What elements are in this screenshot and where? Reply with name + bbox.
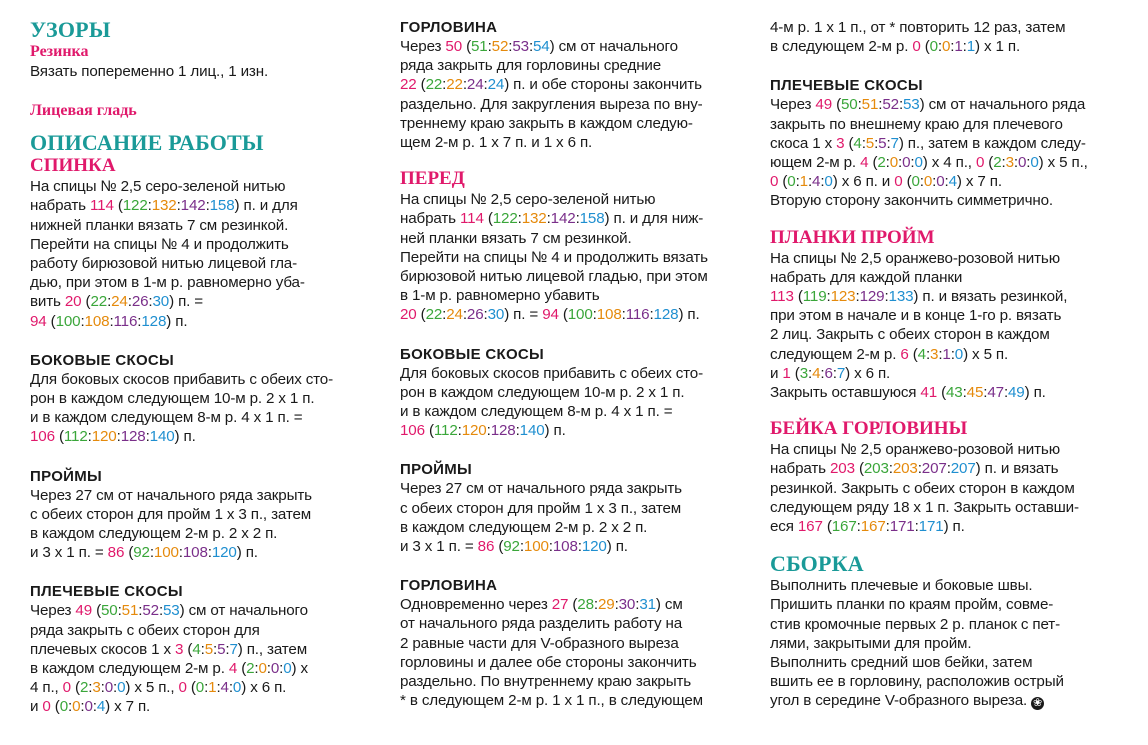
size-value: 52	[491, 38, 509, 55]
size-value: 53	[163, 602, 180, 620]
size-value: 1	[782, 364, 791, 382]
size-value: 1	[942, 345, 951, 363]
text-line: 0 (0:1:4:0) х 6 п. и 0 (0:0:0:4) х 7 п.	[770, 173, 1002, 191]
text-line: в каждом следующем 2-м р. 4 (2:0:0:0) х	[30, 660, 308, 678]
armholes-front-text	[400, 479, 752, 556]
text-line: в каждом следующем 2-м р. 2 х 2 п.	[400, 518, 648, 536]
text-line: вшить ее в горловину, расположив острый	[770, 673, 1064, 691]
size-value: 3	[1005, 154, 1014, 172]
text-line: и в каждом следующем 8-м р. 4 х 1 п. =	[400, 403, 673, 421]
end-mark-icon: ❀	[1033, 697, 1043, 710]
text-line: 113 (119:123:129:133) п. и вязать резинкой,	[770, 288, 1068, 306]
size-value: 100	[567, 306, 593, 324]
text-line: и 0 (0:0:0:4) х 7 п.	[30, 698, 151, 716]
size-value: 114	[89, 197, 114, 215]
text-line: угол в середине V-образного выреза. ❀	[770, 692, 1043, 710]
size-value: 24	[446, 306, 463, 324]
text-line: Для боковых скосов прибавить с обеих сто-	[400, 364, 704, 382]
size-value: 122	[122, 197, 148, 215]
size-value: 4	[228, 660, 238, 678]
text-line: ющем 2-м р. 4 (2:0:0:0) х 4 п., 0 (2:3:0:0) х 5 п.,	[770, 154, 1088, 172]
size-value: 2	[877, 154, 886, 172]
text-line: щем 2-м р. 1 х 7 п. и 1 х 6 п.	[400, 134, 593, 152]
neckband-text	[770, 440, 1130, 536]
size-value: 54	[533, 38, 550, 55]
size-value: 108	[84, 312, 110, 330]
size-value: 167	[831, 518, 857, 536]
size-value: 112	[63, 428, 88, 446]
size-value: 128	[120, 428, 146, 446]
size-value: 0	[1017, 154, 1027, 172]
size-value: 120	[211, 544, 237, 562]
size-value: 0	[283, 660, 292, 678]
text-line: 4 п., 0 (2:3:0:0) х 5 п., 0 (0:1:4:0) х 6 п.	[30, 679, 287, 697]
size-value: 122	[492, 210, 518, 228]
size-value: 5	[878, 134, 887, 152]
text-line: в каждом следующем 2-м р. 2 х 2 п.	[30, 525, 278, 543]
size-value: 22	[90, 293, 108, 311]
text-line: Пришить планки по краям пройм, совме-	[770, 596, 1054, 614]
text-line: и в каждом следующем 8-м р. 4 х 1 п. =	[30, 409, 303, 427]
size-value: 47	[987, 384, 1004, 402]
text-line: 20 (22:24:26:30) п. = 94 (100:108:116:128) п.	[400, 306, 700, 324]
heading-side-shaping: БОКОВЫЕ СКОСЫ	[30, 351, 175, 369]
size-value: 41	[920, 384, 938, 402]
size-value: 86	[107, 544, 125, 562]
size-value: 100	[55, 312, 81, 330]
text-line: в 1-м р. равномерно убавить	[400, 287, 600, 305]
size-value: 128	[490, 422, 516, 440]
size-value: 0	[929, 38, 938, 56]
size-value: 0	[942, 38, 951, 56]
text-line: рон в каждом следующем 10-м р. 2 х 1 п.	[30, 390, 315, 408]
text-line: плечевых скосов 1 х 3 (4:5:5:7) п., затем	[30, 640, 308, 658]
size-value: 4	[948, 173, 957, 191]
size-value: 0	[117, 679, 126, 697]
size-value: 113	[770, 288, 794, 306]
text-line: бирюзовой нитью лицевой гладью, при этом	[400, 268, 708, 286]
text-line: и 1 (3:4:6:7) х 6 п.	[770, 364, 891, 382]
size-value: 3	[175, 640, 184, 658]
size-value: 132	[151, 197, 177, 215]
size-value: 4	[220, 679, 229, 697]
heading-side-shaping-front: БОКОВЫЕ СКОСЫ	[400, 345, 545, 363]
text-line: Через 27 см от начального ряда закрыть	[30, 486, 312, 504]
text-line: и 3 х 1 п. = 86 (92:100:108:120) п.	[400, 538, 628, 556]
heading-patterns: УЗОРЫ	[30, 17, 111, 42]
text-line: На спицы № 2,5 оранжево-розовой нитью	[770, 249, 1060, 267]
size-value: 45	[966, 384, 984, 402]
size-value: 22	[446, 76, 463, 94]
text-line: Одновременно через 27 (28:29:30:31) см	[400, 596, 683, 614]
size-value: 0	[42, 698, 51, 716]
text-line: с обеих сторон для пройм 1 х 3 п., затем	[30, 505, 312, 523]
size-value: 0	[62, 679, 71, 697]
size-value: 22	[425, 76, 443, 94]
size-value: 4	[853, 134, 862, 152]
text-line: 94 (100:108:116:128) п.	[30, 312, 188, 330]
size-value: 4	[917, 345, 926, 363]
size-value: 2	[246, 660, 255, 678]
size-value: 3	[92, 679, 101, 697]
size-value: 0	[787, 173, 796, 191]
text-line: 2 равные части для V-образного выреза	[400, 634, 679, 652]
heading-rib: Резинка	[30, 43, 89, 60]
text-line: Для боковых скосов прибавить с обеих сто-	[30, 370, 334, 388]
size-value: 108	[596, 306, 622, 324]
text-line: 4-м р. 1 х 1 п., от * повторить 12 раз, затем	[770, 19, 1066, 36]
neckline-back-text	[400, 37, 752, 152]
text-line: в следующем 2-м р. 0 (0:0:1:1) х 1 п.	[770, 38, 1021, 56]
text-line: набрать 114 (122:132:142:158) п. и для	[30, 197, 298, 215]
size-value: 116	[113, 312, 138, 330]
text-line: скоса 1 х 3 (4:5:5:7) п., затем в каждом следу-	[770, 134, 1086, 152]
text-line: от начального ряда разделить работу на	[400, 615, 683, 633]
size-value: 4	[96, 698, 106, 716]
size-value: 100	[523, 538, 549, 556]
text-line: треннему краю закрыть в каждом следую-	[400, 114, 693, 132]
size-value: 7	[890, 134, 899, 152]
size-value: 120	[91, 428, 117, 446]
text-line: На спицы № 2,5 серо-зеленой нитью	[400, 191, 656, 209]
size-value: 0	[195, 679, 205, 697]
size-value: 203	[892, 460, 918, 478]
size-value: 108	[182, 544, 208, 562]
size-value: 0	[59, 698, 68, 716]
size-value: 22	[425, 306, 443, 324]
size-value: 0	[178, 679, 187, 697]
size-value: 3	[799, 364, 808, 382]
size-value: 171	[889, 518, 915, 536]
shoulder-shaping-text	[30, 601, 380, 716]
size-value: 30	[152, 293, 170, 311]
text-line: рон в каждом следующем 10-м р. 2 х 1 п.	[400, 383, 685, 401]
size-value: 6	[824, 364, 833, 382]
size-value: 171	[918, 518, 944, 536]
size-value: 4	[192, 640, 201, 658]
size-value: 29	[597, 596, 615, 614]
text-line: следующем 2-м р. 6 (4:3:1:0) х 5 п.	[770, 345, 1009, 363]
text-line: Через 49 (50:51:52:53) см от начального	[30, 602, 308, 620]
size-value: 133	[888, 288, 914, 306]
heading-stockinette: Лицевая гладь	[30, 102, 137, 120]
text-line: набрать для каждой планки	[770, 268, 963, 286]
size-value: 92	[133, 544, 150, 562]
size-value: 7	[836, 364, 846, 382]
text-line: ряда закрыть для горловины средние	[400, 57, 662, 75]
size-value: 116	[625, 306, 650, 324]
text-line: * в следующем 2-м р. 1 х 1 п., в следующем	[400, 692, 703, 710]
text-line: 106 (112:120:128:140) п.	[30, 428, 196, 446]
size-value: 123	[830, 288, 856, 306]
size-value: 2	[993, 154, 1002, 172]
rib-text: Вязать попеременно 1 лиц., 1 изн.	[30, 63, 269, 80]
size-value: 2	[79, 679, 89, 697]
size-value: 4	[860, 154, 869, 172]
size-value: 0	[894, 173, 903, 191]
size-value: 1	[799, 173, 808, 191]
size-value: 128	[653, 306, 679, 324]
size-value: 119	[802, 288, 827, 306]
size-value: 0	[911, 173, 920, 191]
text-line: и 3 х 1 п. = 86 (92:100:108:120) п.	[30, 544, 258, 562]
size-value: 100	[153, 544, 179, 562]
size-value: 167	[860, 518, 886, 536]
size-value: 52	[882, 96, 899, 114]
size-value: 50	[101, 602, 118, 620]
size-value: 142	[550, 210, 576, 228]
column-right	[770, 18, 1130, 711]
size-value: 20	[400, 306, 417, 324]
text-line: Выполнить средний шов бейки, затем	[770, 654, 1033, 672]
text-line: при этом в начале и в конце 1-го р. вязать	[770, 307, 1062, 325]
size-value: 114	[459, 210, 484, 228]
text-line: ней планки вязать 7 см резинкой.	[400, 229, 632, 247]
size-value: 167	[797, 518, 823, 536]
armbands-text	[770, 249, 1130, 403]
text-line: 22 (22:22:24:24) п. и обе стороны закончить	[400, 76, 702, 94]
text-line: лями, закрытыми для пройм.	[770, 634, 972, 652]
text-line: Перейти на спицы № 4 и продолжить вязать	[400, 248, 708, 266]
size-value: 6	[900, 345, 909, 363]
text-line: дью, при этом в 1-м р. равномерно уба-	[30, 274, 305, 292]
size-value: 140	[519, 422, 545, 440]
size-value: 24	[487, 76, 505, 94]
size-value: 0	[914, 154, 923, 172]
text-line: Перейти на спицы № 4 и продолжить	[30, 235, 289, 253]
size-value: 50	[841, 96, 858, 114]
size-value: 112	[433, 422, 458, 440]
size-value: 5	[865, 134, 875, 152]
size-value: 5	[204, 640, 213, 658]
size-value: 1	[954, 38, 963, 56]
size-value: 108	[552, 538, 578, 556]
size-value: 31	[639, 596, 656, 614]
column-middle	[400, 18, 752, 710]
size-value: 4	[812, 173, 821, 191]
heading-neckline-back: ГОРЛОВИНА	[400, 19, 498, 36]
size-value: 142	[180, 197, 206, 215]
size-value: 53	[512, 38, 529, 55]
size-value: 50	[445, 38, 463, 55]
size-value: 24	[111, 293, 128, 311]
text-line: Закрыть оставшуюся 41 (43:45:47:49) п.	[770, 384, 1046, 402]
size-value: 0	[84, 698, 93, 716]
heading-armholes: ПРОЙМЫ	[30, 467, 103, 485]
size-value: 203	[829, 460, 855, 478]
text-line: закрыть по внешнему краю для плечевого	[770, 115, 1063, 133]
side-shaping-text	[30, 370, 380, 447]
size-value: 158	[209, 197, 235, 215]
size-value: 30	[487, 306, 505, 324]
text-line: набрать 203 (203:203:207:207) п. и вязать	[770, 460, 1059, 478]
text-line: стив кромочные первых 2 р. планок с пет-	[770, 615, 1060, 633]
text-line: вить 20 (22:24:26:30) п. =	[30, 293, 204, 311]
size-value: 0	[258, 660, 267, 678]
neckline-front-text	[400, 595, 752, 710]
size-value: 1	[208, 679, 217, 697]
size-value: 43	[946, 384, 963, 402]
heading-armholes-front: ПРОЙМЫ	[400, 461, 473, 479]
size-value: 128	[141, 312, 167, 330]
back-text	[30, 177, 380, 331]
size-value: 3	[930, 345, 939, 363]
size-value: 0	[270, 660, 280, 678]
size-value: 207	[950, 460, 976, 478]
size-value: 0	[902, 154, 911, 172]
size-value: 3	[836, 134, 845, 152]
size-value: 120	[461, 422, 487, 440]
text-line: с обеих сторон для пройм 1 х 3 п., затем	[400, 499, 682, 517]
size-value: 20	[64, 293, 82, 311]
text-line: Через 50 (51:52:53:54) см от начального	[400, 38, 678, 55]
text-line: Вторую сторону закончить симметрично.	[770, 192, 1054, 210]
size-value: 26	[131, 293, 149, 311]
size-value: 0	[912, 38, 921, 56]
size-value: 92	[503, 538, 520, 556]
text-line: Через 49 (50:51:52:53) см от начального ряда	[770, 96, 1086, 114]
heading-neckline-front: ГОРЛОВИНА	[400, 577, 498, 595]
text-line: На спицы № 2,5 оранжево-розовой нитью	[770, 441, 1060, 459]
text-line: Через 27 см от начального ряда закрыть	[400, 480, 682, 498]
neckline-continued-text	[770, 18, 1130, 56]
size-value: 51	[121, 602, 139, 620]
heading-assembly: СБОРКА	[770, 551, 864, 577]
heading-front: ПЕРЕД	[400, 168, 465, 190]
size-value: 86	[477, 538, 495, 556]
shoulder-shaping-front-text	[770, 95, 1130, 210]
heading-back: СПИНКА	[30, 155, 116, 177]
size-value: 106	[400, 422, 425, 440]
front-text	[400, 190, 752, 324]
size-value: 49	[75, 602, 93, 620]
text-line: На спицы № 2,5 серо-зеленой нитью	[30, 178, 286, 196]
size-value: 0	[104, 679, 113, 697]
size-value: 49	[1008, 384, 1025, 402]
size-value: 140	[149, 428, 175, 446]
heading-description: ОПИСАНИЕ РАБОТЫ	[30, 130, 264, 156]
size-value: 51	[861, 96, 879, 114]
heading-shoulder-shaping-front: ПЛЕЧЕВЫЕ СКОСЫ	[770, 77, 923, 95]
size-value: 52	[142, 602, 159, 620]
text-line: ряда закрыть с обеих сторон для	[30, 621, 260, 639]
size-value: 0	[936, 173, 945, 191]
size-value: 158	[579, 210, 605, 228]
text-line: горловины и далее обе стороны закончить	[400, 653, 697, 671]
text-line: Выполнить плечевые и боковые швы.	[770, 577, 1033, 595]
text-line: набрать 114 (122:132:142:158) п. и для ниж-	[400, 210, 704, 228]
armholes-text	[30, 486, 380, 563]
column-left	[30, 18, 380, 717]
size-value: 120	[581, 538, 607, 556]
size-value: 0	[770, 173, 779, 191]
size-value: 5	[217, 640, 226, 658]
text-line: работу бирюзовой нитью лицевой гла-	[30, 255, 297, 273]
size-value: 129	[859, 288, 885, 306]
heading-neckband: БЕЙКА ГОРЛОВИНЫ	[770, 418, 968, 440]
size-value: 51	[471, 38, 488, 55]
size-value: 27	[551, 596, 569, 614]
size-value: 94	[542, 306, 559, 324]
text-line: 2 лиц. Закрыть с обеих сторон в каждом	[770, 326, 1050, 344]
size-value: 0	[232, 679, 242, 697]
size-value: 4	[812, 364, 821, 382]
size-value: 94	[30, 312, 47, 330]
size-value: 0	[923, 173, 933, 191]
size-value: 106	[30, 428, 55, 446]
size-value: 7	[229, 640, 238, 658]
size-value: 0	[824, 173, 833, 191]
text-line: резинкой. Закрыть с обеих сторон в каждом	[770, 479, 1075, 497]
size-value: 203	[863, 460, 889, 478]
size-value: 53	[903, 96, 920, 114]
text-line: еся 167 (167:167:171:171) п.	[770, 518, 965, 536]
size-value: 132	[521, 210, 547, 228]
size-value: 30	[618, 596, 636, 614]
heading-armbands: ПЛАНКИ ПРОЙМ	[770, 226, 935, 248]
size-value: 207	[921, 460, 947, 478]
size-value: 26	[466, 306, 484, 324]
text-line: 106 (112:120:128:140) п.	[400, 422, 566, 440]
heading-shoulder-shaping: ПЛЕЧЕВЫЕ СКОСЫ	[30, 583, 183, 601]
text-line: следующем ряду 18 х 1 п. Закрыть оставши-	[770, 498, 1079, 516]
size-value: 0	[954, 345, 964, 363]
size-value: 24	[466, 76, 484, 94]
assembly-text	[770, 576, 1130, 710]
side-shaping-front-text	[400, 364, 752, 441]
text-line: раздельно. По внутреннему краю закрыть	[400, 673, 692, 691]
size-value: 49	[815, 96, 833, 114]
size-value: 0	[72, 698, 81, 716]
size-value: 0	[1030, 154, 1039, 172]
size-value: 22	[400, 76, 417, 94]
size-value: 1	[966, 38, 976, 56]
size-value: 28	[577, 596, 594, 614]
size-value: 0	[975, 154, 985, 172]
size-value: 0	[889, 154, 899, 172]
text-line: нижней планки вязать 7 см резинкой.	[30, 216, 289, 234]
text-line: раздельно. Для закругления выреза по вну-	[400, 95, 703, 113]
